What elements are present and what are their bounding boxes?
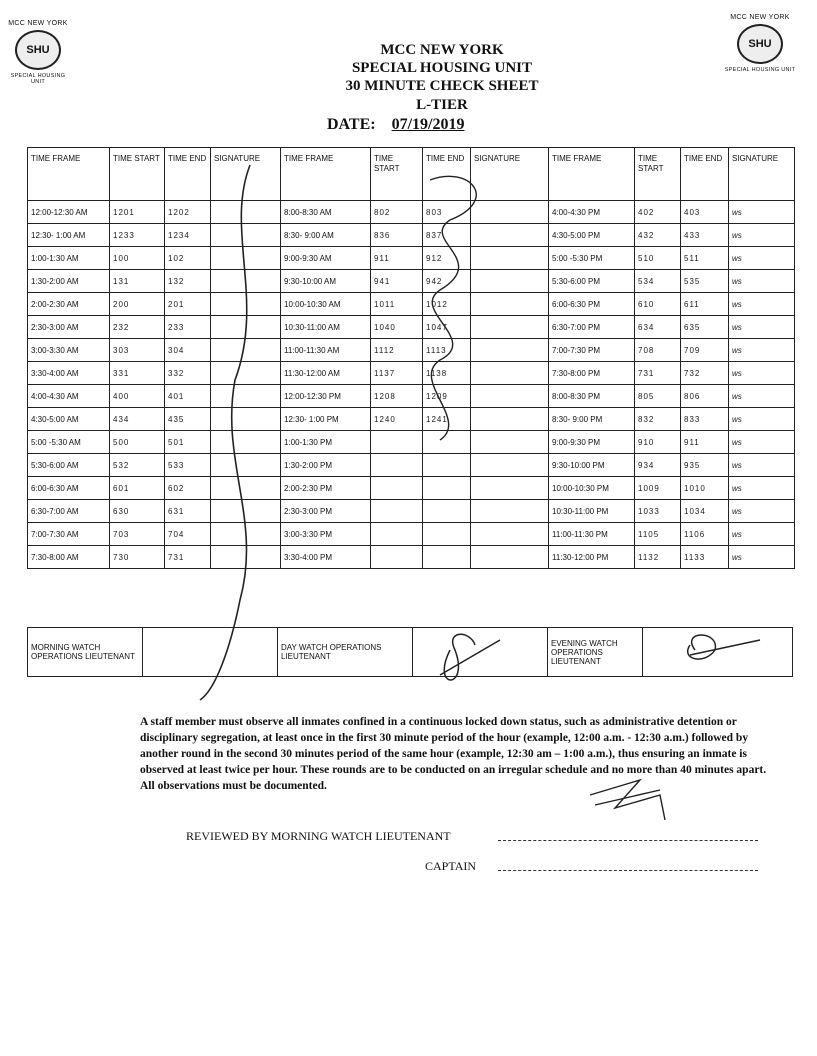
time-frame-cell: 2:30-3:00 AM (28, 316, 110, 339)
signature-cell[interactable]: ws (729, 454, 795, 477)
morning-watch-signature[interactable] (143, 628, 278, 677)
time-frame-cell: 11:30-12:00 PM (549, 546, 635, 569)
signature-cell[interactable]: ws (729, 500, 795, 523)
time-frame-cell: 7:30-8:00 AM (28, 546, 110, 569)
time-frame-cell: 9:30-10:00 PM (549, 454, 635, 477)
signature-cell[interactable]: ws (729, 408, 795, 431)
time-start-cell[interactable]: 731 (635, 362, 681, 385)
time-start-cell[interactable]: 434 (110, 408, 165, 431)
time-frame-cell: 7:00-7:30 PM (549, 339, 635, 362)
notice-text: A staff member must observe all inmates confined in a continuous locked down status, such as administrative detention or disciplinary segregation, at least once in the first 30 minute period of the hour (example, 12:00 a.m. - 12:30 a.m.) followed by another round in the second 30 minutes period of the same hour (example, 12:30 am – 1:00 a.m.), thus ensuring an inmate is observed at least twice per hour. These rounds are to be conducted on an irregular schedule and no more than 40 minutes apart. All observations must be documented. (140, 716, 767, 792)
time-end-cell[interactable]: 1234 (165, 224, 211, 247)
time-frame-cell: 1:00-1:30 PM (281, 431, 371, 454)
col-header: SIGNATURE (471, 148, 549, 201)
time-start-cell[interactable]: 911 (371, 247, 423, 270)
time-frame-cell: 6:30-7:00 AM (28, 500, 110, 523)
time-end-cell[interactable]: 935 (681, 454, 729, 477)
time-start-cell[interactable]: 703 (110, 523, 165, 546)
time-start-cell[interactable]: 1112 (371, 339, 423, 362)
time-start-cell[interactable]: 534 (635, 270, 681, 293)
time-start-cell[interactable]: 303 (110, 339, 165, 362)
signature-cell[interactable]: ws (729, 339, 795, 362)
time-end-cell[interactable]: 942 (423, 270, 471, 293)
time-end-cell[interactable]: 602 (165, 477, 211, 500)
evening-watch-signature-box[interactable] (643, 628, 793, 677)
time-end-cell[interactable]: 403 (681, 201, 729, 224)
time-frame-cell: 11:00-11:30 PM (549, 523, 635, 546)
time-start-cell[interactable]: 1201 (110, 201, 165, 224)
time-start-cell[interactable]: 1240 (371, 408, 423, 431)
time-end-cell[interactable]: 511 (681, 247, 729, 270)
seal-right-emblem: SHU (737, 24, 783, 64)
time-frame-cell: 5:30-6:00 AM (28, 454, 110, 477)
time-start-cell[interactable]: 832 (635, 408, 681, 431)
time-frame-cell: 5:30-6:00 PM (549, 270, 635, 293)
time-start-cell[interactable]: 601 (110, 477, 165, 500)
time-start-cell[interactable]: 400 (110, 385, 165, 408)
time-frame-cell: 11:30-12:00 AM (281, 362, 371, 385)
time-start-cell[interactable]: 131 (110, 270, 165, 293)
time-start-cell[interactable]: 432 (635, 224, 681, 247)
time-end-cell[interactable]: 732 (681, 362, 729, 385)
time-end-cell[interactable]: 304 (165, 339, 211, 362)
time-end-cell[interactable]: 433 (681, 224, 729, 247)
seal-left-caption: SPECIAL HOUSING UNIT (10, 73, 66, 85)
time-end-cell[interactable]: 1241 (423, 408, 471, 431)
col-header: SIGNATURE (211, 148, 281, 201)
title-sheet: 30 MINUTE CHECK SHEET (345, 78, 539, 94)
date-value: 07/19/2019 (391, 116, 465, 133)
col-header: TIME START (635, 148, 681, 201)
col-header: TIME END (165, 148, 211, 201)
time-frame-cell: 8:00-8:30 AM (281, 201, 371, 224)
time-start-cell[interactable]: 934 (635, 454, 681, 477)
time-start-cell[interactable]: 232 (110, 316, 165, 339)
morning-signature-scribble (200, 165, 250, 700)
time-start-cell[interactable]: 805 (635, 385, 681, 408)
signature-cell[interactable]: ws (729, 201, 795, 224)
time-start-cell[interactable]: 100 (110, 247, 165, 270)
time-frame-cell: 4:30-5:00 AM (28, 408, 110, 431)
col-header: TIME START (110, 148, 165, 201)
signature-cell[interactable]: ws (729, 247, 795, 270)
seal-left-org: MCC NEW YORK (8, 20, 68, 27)
time-end-cell[interactable]: 611 (681, 293, 729, 316)
title-unit: SPECIAL HOUSING UNIT (351, 60, 533, 76)
time-end-cell[interactable]: 332 (165, 362, 211, 385)
time-frame-cell: 9:00-9:30 AM (281, 247, 371, 270)
time-start-cell[interactable]: 1137 (371, 362, 423, 385)
col-header: TIME END (423, 148, 471, 201)
reviewed-by-label: REVIEWED BY MORNING WATCH LIEUTENANT (186, 829, 451, 843)
time-end-cell[interactable]: 912 (423, 247, 471, 270)
time-frame-cell: 12:30- 1:00 AM (28, 224, 110, 247)
title-tier: L-TIER (416, 97, 468, 113)
time-end-cell[interactable]: 501 (165, 431, 211, 454)
time-start-cell[interactable]: 1208 (371, 385, 423, 408)
time-frame-cell: 9:30-10:00 AM (281, 270, 371, 293)
time-start-cell[interactable]: 1105 (635, 523, 681, 546)
time-start-cell[interactable]: 331 (110, 362, 165, 385)
seal-right-caption: SPECIAL HOUSING UNIT (724, 67, 796, 73)
time-end-cell[interactable]: 1113 (423, 339, 471, 362)
reviewed-by-line[interactable] (498, 840, 758, 841)
time-start-cell[interactable]: 1233 (110, 224, 165, 247)
time-start-cell[interactable]: 1040 (371, 316, 423, 339)
time-start-cell[interactable]: 836 (371, 224, 423, 247)
time-end-cell[interactable]: 533 (165, 454, 211, 477)
col-header: TIME FRAME (281, 148, 371, 201)
signature-cell[interactable]: ws (729, 385, 795, 408)
time-frame-cell: 8:30- 9:00 AM (281, 224, 371, 247)
signature-cell[interactable]: ws (729, 293, 795, 316)
time-frame-cell: 11:00-11:30 AM (281, 339, 371, 362)
time-frame-cell: 6:30-7:00 PM (549, 316, 635, 339)
time-frame-cell: 8:30- 9:00 PM (549, 408, 635, 431)
time-start-cell[interactable]: 941 (371, 270, 423, 293)
time-end-cell[interactable]: 833 (681, 408, 729, 431)
time-start-cell[interactable]: 708 (635, 339, 681, 362)
signature-cell[interactable]: ws (729, 546, 795, 569)
time-frame-cell: 12:00-12:30 PM (281, 385, 371, 408)
time-end-cell[interactable]: 201 (165, 293, 211, 316)
time-start-cell[interactable]: 910 (635, 431, 681, 454)
time-start-cell[interactable]: 802 (371, 201, 423, 224)
time-start-cell[interactable]: 1033 (635, 500, 681, 523)
day-signature-scribble (430, 176, 476, 440)
time-frame-cell: 9:00-9:30 PM (549, 431, 635, 454)
time-start-cell[interactable]: 630 (110, 500, 165, 523)
time-frame-cell: 4:30-5:00 PM (549, 224, 635, 247)
time-end-cell[interactable]: 803 (423, 201, 471, 224)
col-header: SIGNATURE (729, 148, 795, 201)
captain-line[interactable] (498, 870, 758, 871)
time-frame-cell: 6:00-6:30 PM (549, 293, 635, 316)
time-frame-cell: 10:00-10:30 PM (549, 477, 635, 500)
time-end-cell[interactable]: 704 (165, 523, 211, 546)
time-end-cell[interactable]: 631 (165, 500, 211, 523)
time-frame-cell: 4:00-4:30 PM (549, 201, 635, 224)
signature-cell[interactable]: ws (729, 316, 795, 339)
signature-cell[interactable]: ws (729, 431, 795, 454)
evening-watch-label: EVENING WATCH OPERATIONS LIEUTENANT (548, 628, 643, 677)
time-end-cell[interactable]: 132 (165, 270, 211, 293)
title-org: MCC NEW YORK (380, 42, 504, 58)
time-frame-cell: 12:00-12:30 AM (28, 201, 110, 224)
time-end-cell[interactable]: 1010 (681, 477, 729, 500)
time-frame-cell: 2:00-2:30 PM (281, 477, 371, 500)
time-start-cell[interactable]: 510 (635, 247, 681, 270)
time-end-cell[interactable]: 435 (165, 408, 211, 431)
time-frame-cell: 2:30-3:00 PM (281, 500, 371, 523)
time-frame-cell: 3:30-4:00 AM (28, 362, 110, 385)
time-start-cell[interactable]: 402 (635, 201, 681, 224)
seal-left-emblem: SHU (15, 30, 61, 70)
time-frame-cell: 8:00-8:30 PM (549, 385, 635, 408)
time-frame-cell: 5:00 -5:30 AM (28, 431, 110, 454)
time-end-cell[interactable]: 1202 (165, 201, 211, 224)
time-start-cell[interactable]: 610 (635, 293, 681, 316)
time-start-cell[interactable]: 1009 (635, 477, 681, 500)
time-frame-cell: 6:00-6:30 AM (28, 477, 110, 500)
time-frame-cell: 12:30- 1:00 PM (281, 408, 371, 431)
time-end-cell[interactable]: 1106 (681, 523, 729, 546)
time-frame-cell: 1:30-2:00 AM (28, 270, 110, 293)
time-start-cell[interactable]: 1011 (371, 293, 423, 316)
time-end-cell[interactable]: 709 (681, 339, 729, 362)
time-end-cell[interactable]: 1209 (423, 385, 471, 408)
time-end-cell[interactable]: 1012 (423, 293, 471, 316)
time-frame-cell: 3:00-3:30 PM (281, 523, 371, 546)
time-frame-cell: 7:30-8:00 PM (549, 362, 635, 385)
signature-cell[interactable]: ws (729, 362, 795, 385)
time-start-cell[interactable]: 500 (110, 431, 165, 454)
time-end-cell[interactable]: 401 (165, 385, 211, 408)
col-header: TIME FRAME (549, 148, 635, 201)
day-watch-label: DAY WATCH OPERATIONS LIEUTENANT (278, 628, 413, 677)
time-end-cell[interactable]: 535 (681, 270, 729, 293)
time-frame-cell: 4:00-4:30 AM (28, 385, 110, 408)
morning-watch-label: MORNING WATCH OPERATIONS LIEUTENANT (28, 628, 143, 677)
time-end-cell[interactable]: 837 (423, 224, 471, 247)
col-header: TIME START (371, 148, 423, 201)
time-end-cell[interactable]: 635 (681, 316, 729, 339)
time-frame-cell: 5:00 -5:30 PM (549, 247, 635, 270)
day-watch-signature-box[interactable] (413, 628, 548, 677)
time-frame-cell: 10:00-10:30 AM (281, 293, 371, 316)
signature-cell[interactable]: ws (729, 477, 795, 500)
signature-cell[interactable]: ws (729, 523, 795, 546)
time-frame-cell: 10:30-11:00 PM (549, 500, 635, 523)
time-end-cell[interactable]: 1133 (681, 546, 729, 569)
time-end-cell[interactable]: 731 (165, 546, 211, 569)
captain-label: CAPTAIN (425, 859, 477, 873)
col-header: TIME FRAME (28, 148, 110, 201)
signature-cell[interactable]: ws (729, 224, 795, 247)
date-label: DATE: (327, 116, 376, 133)
watch-signoff-table (27, 627, 793, 677)
time-frame-cell: 1:30-2:00 PM (281, 454, 371, 477)
signature-cell[interactable]: ws (729, 270, 795, 293)
time-frame-cell: 1:00-1:30 AM (28, 247, 110, 270)
time-frame-cell: 10:30-11:00 AM (281, 316, 371, 339)
seal-right-org: MCC NEW YORK (730, 14, 790, 21)
time-frame-cell: 3:00-3:30 AM (28, 339, 110, 362)
time-end-cell[interactable]: 911 (681, 431, 729, 454)
time-end-cell[interactable]: 1034 (681, 500, 729, 523)
time-end-cell[interactable]: 1138 (423, 362, 471, 385)
time-frame-cell: 3:30-4:00 PM (281, 546, 371, 569)
time-start-cell[interactable]: 730 (110, 546, 165, 569)
time-end-cell[interactable]: 1047 (423, 316, 471, 339)
col-header: TIME END (681, 148, 729, 201)
time-end-cell[interactable]: 102 (165, 247, 211, 270)
time-start-cell[interactable]: 634 (635, 316, 681, 339)
time-start-cell[interactable]: 200 (110, 293, 165, 316)
time-frame-cell: 7:00-7:30 AM (28, 523, 110, 546)
time-end-cell[interactable]: 806 (681, 385, 729, 408)
time-start-cell[interactable]: 1132 (635, 546, 681, 569)
time-frame-cell: 2:00-2:30 AM (28, 293, 110, 316)
time-start-cell[interactable]: 532 (110, 454, 165, 477)
time-end-cell[interactable]: 233 (165, 316, 211, 339)
